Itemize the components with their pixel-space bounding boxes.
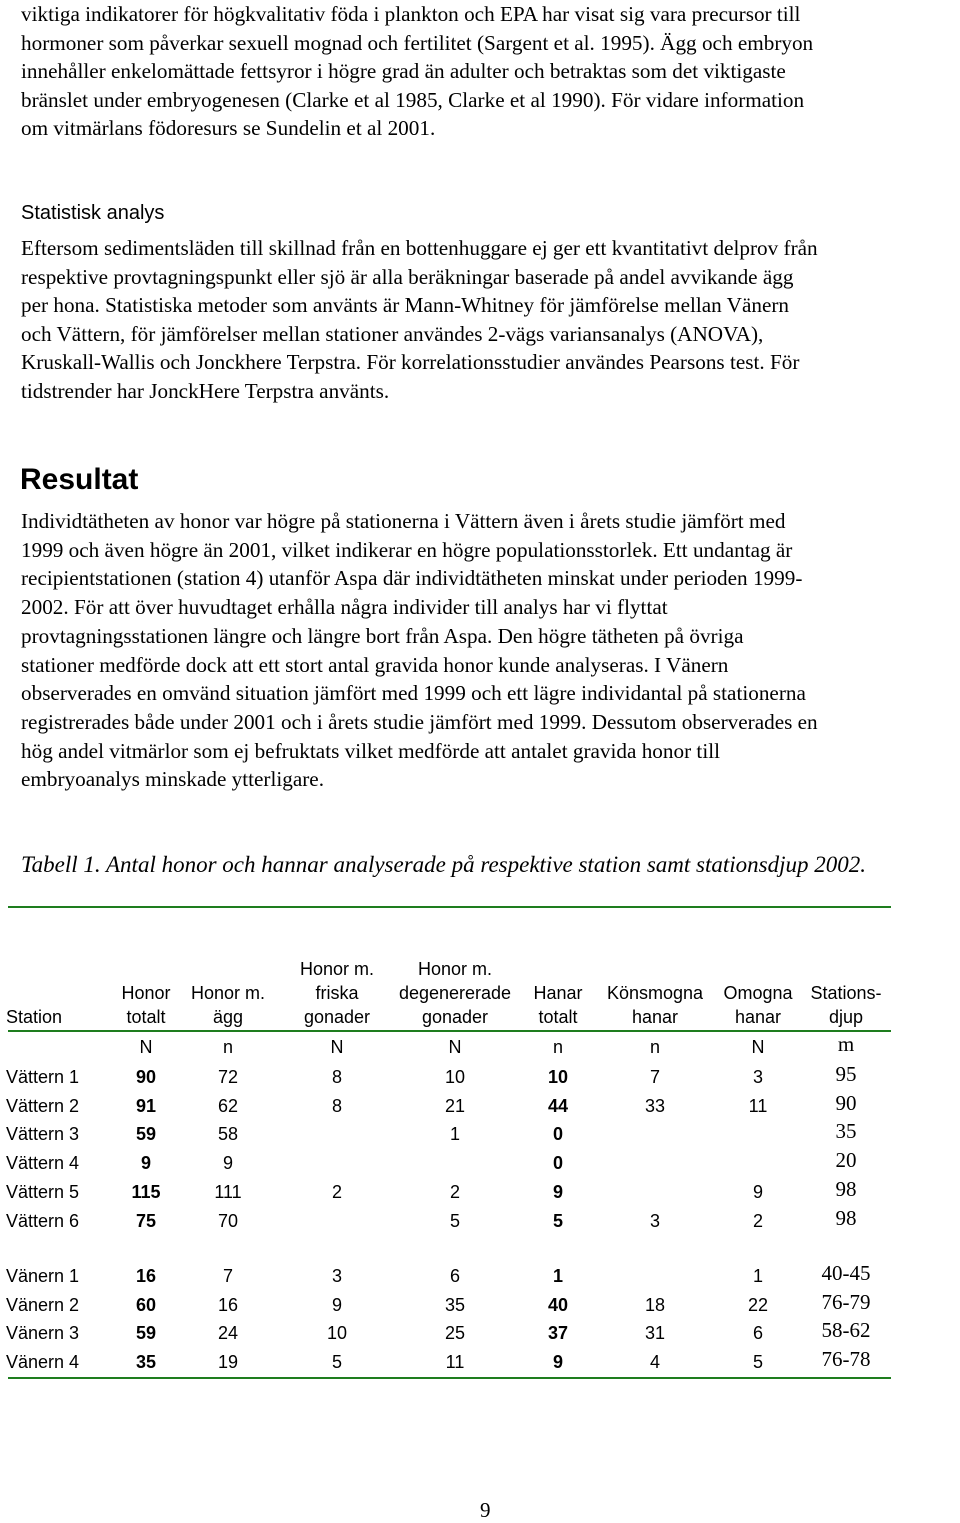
table-row-label: Vättern 4 (6, 1153, 80, 1173)
stat-line: Kruskall-Wallis och Jonckhere Terpstra. För korrelationsstudier användes Pearsons test. För (21, 350, 800, 374)
results-line: embryoanalys minskade ytterligare. (21, 767, 324, 792)
table-cell: 3 (649, 1211, 661, 1231)
table-cell: 21 (444, 1096, 466, 1116)
results-line: Individtätheten av honor var högre på stationerna i Vättern även i årets studie jämfört med (21, 509, 786, 533)
intro-line: bränslet under embryogenesen (Clarke et al 1985, Clarke et al 1990). För vidare information (21, 87, 805, 112)
table-cell: 11 (748, 1096, 768, 1116)
results-line: stationer medförde dock att ett stort antal gravida honor kunde analyseras. I Vänern (21, 652, 729, 677)
table-unit-cell: N (751, 1037, 765, 1057)
table-header-cell: gonader (421, 1007, 489, 1027)
intro-line: viktiga indikatorer för högkvalitativ föda i plankton och EPA har visat sig vara precursor till (21, 2, 801, 26)
table-cell: 40 (547, 1295, 569, 1315)
table-cell: 3 (752, 1067, 764, 1087)
table-cell: 19 (217, 1352, 239, 1372)
table-cell: 2 (449, 1182, 461, 1202)
table-cell: 2 (752, 1211, 764, 1231)
page-number: 9 (480, 1498, 491, 1522)
table-cell: 76-78 (821, 1347, 871, 1371)
table-cell: 16 (135, 1266, 157, 1286)
intro-line: innehåller enkelomättade fettsyror i högre grad än adulter och betraktas som det viktigaste (21, 59, 786, 83)
results-line: hög andel vitmärlor som ej befruktats vilket medförde att antalet gravida honor till (21, 738, 720, 763)
table-cell: 10 (547, 1067, 569, 1087)
results-line: recipientstationen (station 4) utanför Aspa där individtätheten minskat under perioden 1999- (21, 566, 803, 591)
table-cell: 2 (331, 1182, 343, 1202)
results-line: observerades en omvänd situation jämfört med 1999 och ett lägre individantal på stationerna (21, 681, 806, 706)
table-cell: 9 (552, 1182, 564, 1202)
table-cell: 70 (217, 1211, 239, 1231)
intro-line: hormoner som påverkar sexuell mognad och fertilitet (Sargent et al. 1995). Ägg och embryon (21, 30, 814, 55)
results-line: 2002. För att över huvudtaget erhålla några individer till analys har vi flyttat (21, 595, 668, 620)
table-cell: 35 (835, 1119, 857, 1143)
table-header-cell: friska (315, 983, 359, 1003)
results-heading: Resultat (20, 463, 139, 496)
table-cell: 11 (445, 1352, 465, 1372)
table-cell: 6 (449, 1266, 461, 1286)
table-cell: 58 (217, 1124, 239, 1144)
table-cell: 72 (217, 1067, 239, 1087)
table-row-label: Vättern 3 (6, 1124, 80, 1144)
table-cell: 8 (331, 1096, 343, 1116)
table-unit-cell: n (552, 1037, 564, 1057)
table-header-cell: hanar (734, 1007, 782, 1027)
table-cell: 5 (552, 1211, 564, 1231)
table-cell: 91 (135, 1096, 157, 1116)
table-cell: 1 (752, 1266, 764, 1286)
table-header-cell: Könsmogna (606, 983, 704, 1003)
table-row-label: Vänern 3 (6, 1323, 80, 1343)
intro-line: om vitmärlans födoresurs se Sundelin et al 2001. (21, 116, 436, 140)
table-cell: 33 (644, 1096, 666, 1116)
table-cell: 58-62 (821, 1318, 871, 1342)
table-header-cell: gonader (303, 1007, 371, 1027)
table-cell: 35 (444, 1295, 466, 1315)
table-unit-cell: m (837, 1032, 855, 1056)
table-unit-cell: N (139, 1037, 153, 1057)
table-cell: 75 (135, 1211, 157, 1231)
table-header-cell: Omogna (723, 983, 793, 1003)
table-cell: 9 (140, 1153, 152, 1173)
table-cell: 37 (547, 1323, 569, 1343)
table-cell: 0 (552, 1153, 564, 1173)
table-cell: 7 (222, 1266, 234, 1286)
stat-line: Eftersom sedimentsläden till skillnad från en bottenhuggare ej ger ett kvantitativt delprov från (21, 236, 818, 260)
table-cell: 4 (649, 1352, 661, 1372)
table-cell: 6 (752, 1323, 764, 1343)
table-cell: 18 (644, 1295, 666, 1315)
table-cell: 59 (135, 1323, 157, 1343)
table-header-cell: degenererade (398, 983, 512, 1003)
table-unit-cell: N (448, 1037, 462, 1057)
stat-heading: Statistisk analys (21, 202, 165, 224)
table-cell: 31 (644, 1323, 666, 1343)
table-cell: 40-45 (821, 1261, 871, 1285)
stat-line: och Vättern, för jämförelser mellan stationer användes 2-vägs variansanalys (ANOVA), (21, 321, 764, 346)
table-row-label: Vättern 2 (6, 1096, 80, 1116)
table-row-label: Vättern 5 (6, 1182, 80, 1202)
stat-line: per hona. Statistiska metoder som använts är Mann-Whitney för jämförelse mellan Vänern (21, 293, 790, 317)
table-header-cell: totalt (126, 1007, 166, 1027)
table-row-label: Vättern 1 (6, 1067, 80, 1087)
table-caption: Tabell 1. Antal honor och hannar analyserade på respektive station samt stationsdjup 2002. (21, 852, 867, 877)
table-header-cell: hanar (631, 1007, 679, 1027)
results-line: 1999 och även högre än 2001, vilket indikerar en högre populationsstorlek. Ett undantag är (21, 537, 793, 562)
table-cell: 98 (835, 1177, 857, 1201)
table-cell: 35 (135, 1352, 157, 1372)
table-cell: 62 (217, 1096, 239, 1116)
table-cell: 9 (752, 1182, 764, 1202)
table-unit-cell: n (222, 1037, 234, 1057)
table-cell: 9 (331, 1295, 343, 1315)
table-row-label: Vänern 4 (6, 1352, 80, 1372)
table-unit-cell: n (649, 1037, 661, 1057)
table-cell: 1 (552, 1266, 564, 1286)
table-cell: 3 (331, 1266, 343, 1286)
table-header-cell: Honor m. (417, 959, 493, 979)
table-cell: 0 (552, 1124, 564, 1144)
table-cell: 16 (217, 1295, 239, 1315)
table-cell: 9 (222, 1153, 234, 1173)
table-cell: 59 (135, 1124, 157, 1144)
stat-line: respektive provtagningspunkt eller sjö är alla beräkningar baserade på andel avvikande ägg (21, 264, 794, 289)
table-header-cell: Honor m. (299, 959, 375, 979)
table-header-cell: Honor m. (190, 983, 266, 1003)
results-line: registrerades både under 2001 och i årets studie jämfört med 1999. Dessutom observerades en (21, 709, 818, 734)
table-cell: 22 (747, 1295, 769, 1315)
table-cell: 7 (649, 1067, 661, 1087)
table-cell: 10 (444, 1067, 466, 1087)
table-cell: 5 (449, 1211, 461, 1231)
table-cell: 98 (835, 1206, 857, 1230)
table-cell: 44 (547, 1096, 569, 1116)
table-header-cell: djup (828, 1007, 864, 1027)
table-header-cell: ägg (212, 1007, 244, 1027)
table-cell: 25 (444, 1323, 466, 1343)
table-cell: 95 (835, 1062, 857, 1086)
table-cell: 24 (217, 1323, 239, 1343)
table-cell: 1 (449, 1124, 461, 1144)
table-row-label: Vänern 1 (6, 1266, 80, 1286)
table-cell: 5 (331, 1352, 343, 1372)
table-cell: 9 (552, 1352, 564, 1372)
table-cell: 76-79 (821, 1290, 871, 1314)
table-header-cell: totalt (538, 1007, 578, 1027)
table-cell: 8 (331, 1067, 343, 1087)
table-row-label: Vättern 6 (6, 1211, 80, 1231)
table-header-cell: Stations- (810, 983, 882, 1003)
table-cell: 60 (135, 1295, 157, 1315)
table-cell: 90 (135, 1067, 157, 1087)
stat-line: tidstrender har JonckHere Terpstra använts. (21, 378, 390, 403)
table-cell: 5 (752, 1352, 764, 1372)
table-row-label: Vänern 2 (6, 1295, 80, 1315)
table-cell: 90 (835, 1091, 857, 1115)
results-line: provtagningsstationen längre och längre bort från Aspa. Den högre tätheten på övriga (21, 623, 744, 648)
table-header-cell: Station (6, 1007, 63, 1027)
table-cell: 111 (214, 1182, 242, 1202)
table-cell: 10 (326, 1323, 348, 1343)
table-header-cell: Hanar (533, 983, 583, 1003)
table-cell: 20 (835, 1148, 857, 1172)
table-header-cell: Honor (121, 983, 171, 1003)
table-unit-cell: N (330, 1037, 344, 1057)
table-cell: 115 (131, 1182, 161, 1202)
